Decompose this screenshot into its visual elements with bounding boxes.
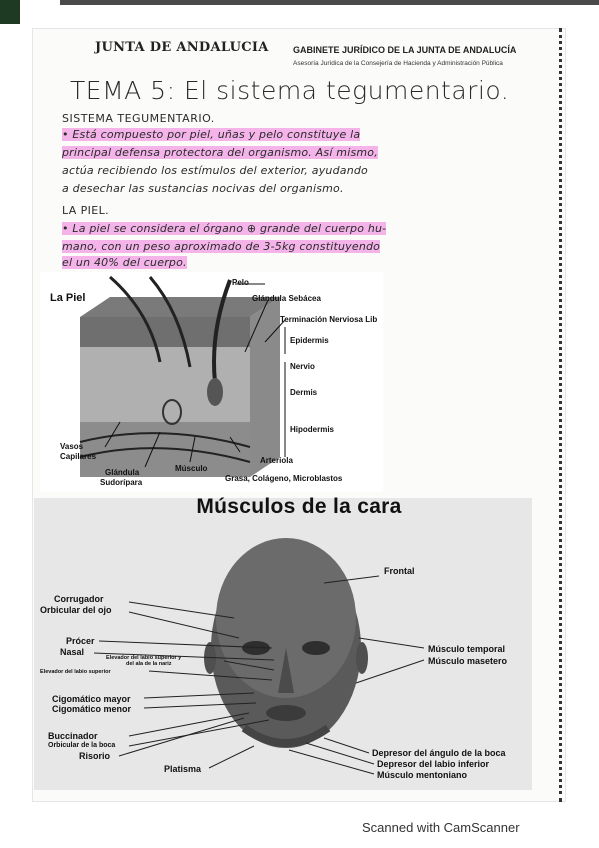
corner-shadow — [0, 0, 20, 24]
label-pelo: Pelo — [232, 278, 249, 287]
label-nervio: Nervio — [290, 362, 315, 371]
scanner-watermark: Scanned with CamScanner — [362, 820, 520, 835]
section-la-piel: LA PIEL. — [62, 204, 110, 217]
gabinete-subtitle: Asesoría Jurídica de la Consejería de Hacienda y Administración Pública — [293, 60, 503, 67]
label-corrugador: Corrugador — [54, 594, 104, 604]
label-cigomatico-mayor: Cigomático mayor — [52, 694, 131, 704]
label-hipodermis: Hipodermis — [290, 425, 335, 434]
gabinete-title: GABINETE JURÍDICO DE LA JUNTA DE ANDALUCÍA — [293, 45, 517, 55]
label-arteriola: Arteriola — [260, 456, 293, 465]
label-dermis: Dermis — [290, 388, 318, 397]
top-edge-shadow — [60, 0, 599, 5]
label-elevador-labio: Elevador del labio superior — [40, 669, 111, 675]
face-diagram-title: Músculos de la cara — [196, 495, 402, 518]
label-buccinador: Buccinador — [48, 731, 98, 741]
label-glandula-sebacea: Glándula Sebácea — [252, 294, 321, 303]
page-binding — [555, 28, 562, 802]
label-platisma: Platisma — [164, 764, 202, 774]
label-elevador-nariz: Elevador del labio superior y — [106, 655, 182, 661]
notes-subtitle: SISTEMA TEGUMENTARIO. — [62, 112, 215, 125]
bullet1-line1: • Está compuesto por piel, uñas y pelo constituye la — [62, 128, 361, 141]
skin-title: La Piel — [50, 292, 86, 304]
label-risorio: Risorio — [79, 751, 111, 761]
notes-title: TEMA 5: El sistema tegumentario. — [70, 76, 510, 105]
label-musculo: Músculo — [175, 464, 208, 473]
label-depresor-angulo: Depresor del ángulo de la boca — [372, 748, 506, 758]
bullet2-line1: • La piel se considera el órgano ⊕ grande del cuerpo hu- — [62, 222, 387, 235]
bullet1-line2: principal defensa protectora del organismo. Así mismo, — [62, 146, 378, 159]
label-depresor-labio: Depresor del labio inferior — [377, 759, 490, 769]
label-orbicular-ojo: Orbicular del ojo — [40, 605, 112, 615]
bullet1-line3: actúa recibiendo los estímulos del exterior, ayudando — [62, 164, 368, 177]
bullet2-line2: mano, con un peso aproximado de 3-5kg constituyendo — [62, 240, 381, 253]
label-grasa: Grasa, Colágeno, Microblastos — [225, 474, 343, 483]
label-nasal: Nasal — [60, 647, 85, 657]
label-masetero: Músculo masetero — [428, 656, 508, 666]
label-temporal: Músculo temporal — [428, 644, 506, 654]
label-glandula: Glándula — [105, 468, 140, 477]
label-sudoripara: Sudorípara — [100, 478, 143, 487]
label-epidermis: Epidermis — [290, 336, 329, 345]
label-vasos: Vasos — [60, 442, 84, 451]
junta-logo-text: JUNTA DE ANDALUCIA — [95, 40, 269, 55]
label-capilares: Capilares — [60, 452, 97, 461]
bullet1-line4: a desechar las sustancias nocivas del organismo. — [62, 182, 344, 195]
label-elevador-nariz-b: del ala de la nariz — [126, 661, 172, 667]
label-cigomatico-menor: Cigomático menor — [52, 704, 132, 714]
skin-diagram — [40, 272, 383, 492]
label-terminacion-nerviosa: Terminación Nerviosa Lib — [280, 315, 378, 324]
label-mentoniano: Músculo mentoniano — [377, 770, 467, 780]
bullet2-line3: el un 40% del cuerpo. — [62, 256, 187, 269]
label-frontal: Frontal — [384, 566, 415, 576]
face-diagram — [34, 498, 532, 790]
label-procer: Prócer — [66, 636, 95, 646]
label-orbicular-boca: Orbicular de la boca — [48, 742, 116, 749]
